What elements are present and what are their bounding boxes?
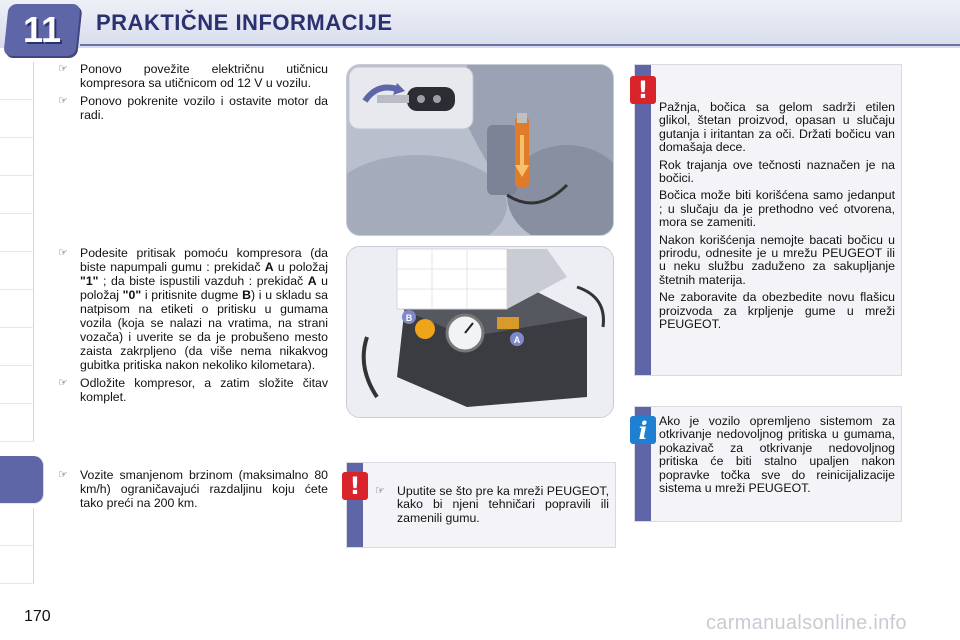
side-tab[interactable] [0, 100, 34, 138]
chapter-side-tabs [0, 62, 34, 582]
side-tab[interactable] [0, 508, 34, 546]
box-stripe [635, 65, 651, 375]
side-tab[interactable] [0, 214, 34, 252]
list-item: ☞ Uputite se što pre ka mreži PEUGEOT, kako bi njeni tehničari popravili ili zamenili gumu. [375, 484, 609, 525]
car-interior-illustration [346, 64, 614, 236]
hand-pointer-icon: ☞ [58, 469, 68, 481]
side-tab[interactable] [0, 290, 34, 328]
warning-icon: ! [630, 76, 656, 104]
label-b: B [405, 313, 413, 323]
warning-box-sealant [634, 64, 902, 376]
hand-pointer-icon: ☞ [375, 485, 385, 497]
side-tab[interactable] [0, 404, 34, 442]
watermark: carmanualsonline.info [706, 612, 907, 634]
list-item: ☞ Ponovo povežite električnu utičnicu kompresora sa utičnicom od 12 V u vozilu. [58, 62, 328, 90]
label-a: A [513, 335, 521, 345]
chapter-number: 11 [22, 9, 62, 50]
hand-pointer-icon: ☞ [58, 247, 68, 259]
warning-text: Pažnja, bočica sa gelom sadrži etilen glikol, štetan proizvod, opasan u slučaju gutanja i iritantan za oči. Držati bočicu van domašaja dece. Rok trajanja ove tečnosti naznačen je na bočici. Bočica može biti korišćena samo jedanput ; u slučaju da je prethodno već otvorena, mora se zameniti. Nakon korišćenja nemojte bacati bočicu u prirodu, odnesite je u mrežu PEUGEOT ili u neku službu zaduženo za sakupljanje štetnih materija. Ne zaboravite da obezbedite novu flašicu proizvoda za krpljenje gume u mreži PEUGEOT. [659, 100, 895, 332]
info-box-pressure [634, 406, 902, 522]
instructions-block-1 [58, 62, 328, 126]
side-tab[interactable] [0, 252, 34, 290]
compressor-illustration [346, 246, 614, 418]
side-tab[interactable] [0, 366, 34, 404]
side-tab[interactable] [0, 546, 34, 584]
side-tab[interactable] [0, 328, 34, 366]
list-item: ☞ Ponovo pokrenite vozilo i ostavite motor da radi. [58, 94, 328, 122]
info-icon: i [630, 416, 656, 444]
instructions-block-3 [58, 468, 328, 514]
hand-pointer-icon: ☞ [58, 377, 68, 389]
hand-pointer-icon: ☞ [58, 63, 68, 75]
list-item: ☞ Podesite pritisak pomoću kompresora (da biste napumpali gumu : prekidač A u položaj "1" ; da biste ispustili vazduh : prekidač A u položaj "0" i pritisnite dugme B) i u skladu sa natpisom na etiketi o pritisku u gumama vozila (koja se nalazi na vratima, na strani vozača) i uverite se da je probušeno mesto zaista zakrpljeno (da više nema nikakvog gubitka pritiska nakon nekoliko kilometara). [58, 246, 328, 372]
chapter-badge [3, 4, 80, 56]
instructions-block-2 [58, 246, 328, 408]
warning-box-repair [346, 462, 616, 548]
page-title: PRAKTIČNE INFORMACIJE [96, 10, 393, 35]
warning-text [375, 485, 609, 529]
side-tab-active[interactable] [0, 456, 44, 504]
car-interior-drawing [347, 65, 614, 236]
warning-icon: ! [342, 472, 368, 500]
side-tab[interactable] [0, 62, 34, 100]
compressor-drawing [347, 247, 614, 418]
list-item: ☞ Vozite smanjenom brzinom (maksimalno 80 km/h) ograničavajući razdaljinu koju ćete tako preći na 200 km. [58, 468, 328, 510]
list-item: ☞ Odložite kompresor, a zatim složite čitav komplet. [58, 376, 328, 404]
page-number: 170 [24, 608, 51, 625]
header-rule [80, 44, 960, 46]
side-tab[interactable] [0, 176, 34, 214]
hand-pointer-icon: ☞ [58, 95, 68, 107]
side-tab[interactable] [0, 138, 34, 176]
info-text: Ako je vozilo opremljeno sistemom za otkrivanje nedovoljnog pritiska u gumama, pokazivač za otkrivanje nedovoljnog pritiska će biti stalno upaljen nakon popravke točka sve do reinicijalizacije sistema u mreži PEUGEOT. [659, 414, 895, 496]
